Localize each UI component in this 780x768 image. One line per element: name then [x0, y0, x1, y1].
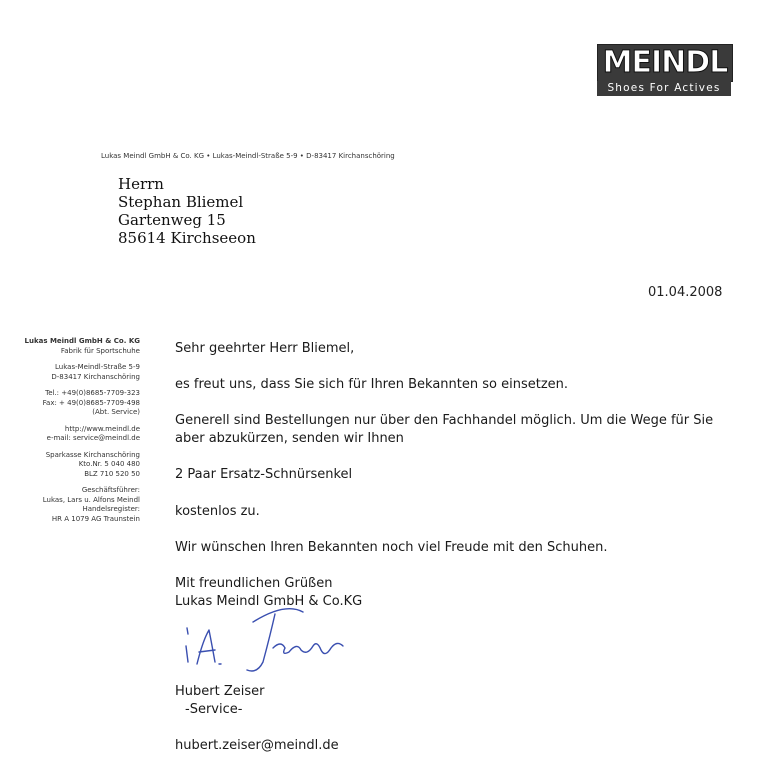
sidebar-web: http://www.meindl.de [64, 424, 140, 433]
letter-paragraph-1: es freut uns, dass Sie sich für Ihren Bekannten so einsetzen. [175, 377, 569, 392]
signer-name: Hubert Zeiser [175, 684, 265, 699]
recipient-city: 85614 Kirchseeon [118, 229, 256, 247]
return-address-line: Lukas Meindl GmbH & Co. KG • Lukas-Meindl-Straße 5-9 • D-83417 Kirchanschöring [101, 152, 395, 160]
logo-wordmark: MEINDL [602, 45, 728, 80]
recipient-name: Stephan Bliemel [118, 193, 244, 211]
sidebar-register: HR A 1079 AG Traunstein [51, 514, 140, 523]
logo-tagline: Shoes For Actives [597, 81, 731, 96]
letter-item: 2 Paar Ersatz-Schnürsenkel [175, 467, 353, 482]
meindl-logo [597, 44, 731, 96]
letter-date: 01.04.2008 [648, 285, 723, 300]
letter-closing-company: Lukas Meindl GmbH & Co.KG [175, 594, 363, 609]
logo-wordmark-box [597, 44, 733, 82]
letter-closing: Mit freundlichen Grüßen [175, 576, 333, 591]
recipient-salutation: Herrn [118, 175, 164, 193]
sidebar-street: Lukas-Meindl-Straße 5-9 [55, 363, 140, 371]
letter-salutation: Sehr geehrter Herr Bliemel, [175, 341, 355, 356]
signer-department: -Service- [185, 702, 243, 717]
sidebar-register-label: Handelsregister: [82, 505, 140, 513]
recipient-street: Gartenweg 15 [118, 211, 226, 229]
letter-paragraph-4: Wir wünschen Ihren Bekannten noch viel Freude mit den Schuhen. [175, 540, 608, 555]
signer-email: hubert.zeiser@meindl.de [175, 738, 339, 753]
sidebar-tel: Tel.: +49(0)8685-7709-323 [45, 389, 140, 397]
sidebar-account: Kto.Nr. 5 040 480 [78, 460, 140, 468]
sidebar-mgmt-names: Lukas, Lars u. Alfons Meindl [42, 495, 140, 504]
sidebar-city: D-83417 Kirchanschöring [51, 372, 140, 381]
sidebar-mgmt-label: Geschäftsführer: [81, 486, 140, 494]
sidebar-company-sub: Fabrik für Sportschuhe [60, 346, 140, 355]
sidebar-fax: Fax: + 49(0)8685-7709-498 [42, 398, 140, 407]
letter-paragraph-3: kostenlos zu. [175, 504, 260, 519]
sidebar-blz: BLZ 710 520 50 [84, 469, 140, 478]
letter-paragraph-2-line-2: aber abzukürzen, senden wir Ihnen [175, 431, 404, 446]
company-info-sidebar [10, 337, 140, 531]
letter-paragraph-2-line-1: Generell sind Bestellungen nur über den Fachhandel möglich. Um die Wege für Sie [175, 413, 714, 428]
handwritten-signature [175, 600, 355, 680]
sidebar-email: e-mail: service@meindl.de [46, 434, 140, 442]
sidebar-fax-note: (Abt. Service) [92, 408, 140, 416]
sidebar-bank: Sparkasse Kirchanschöring [45, 450, 140, 459]
sidebar-company: Lukas Meindl GmbH & Co. KG [24, 337, 140, 345]
recipient-address [118, 175, 256, 247]
